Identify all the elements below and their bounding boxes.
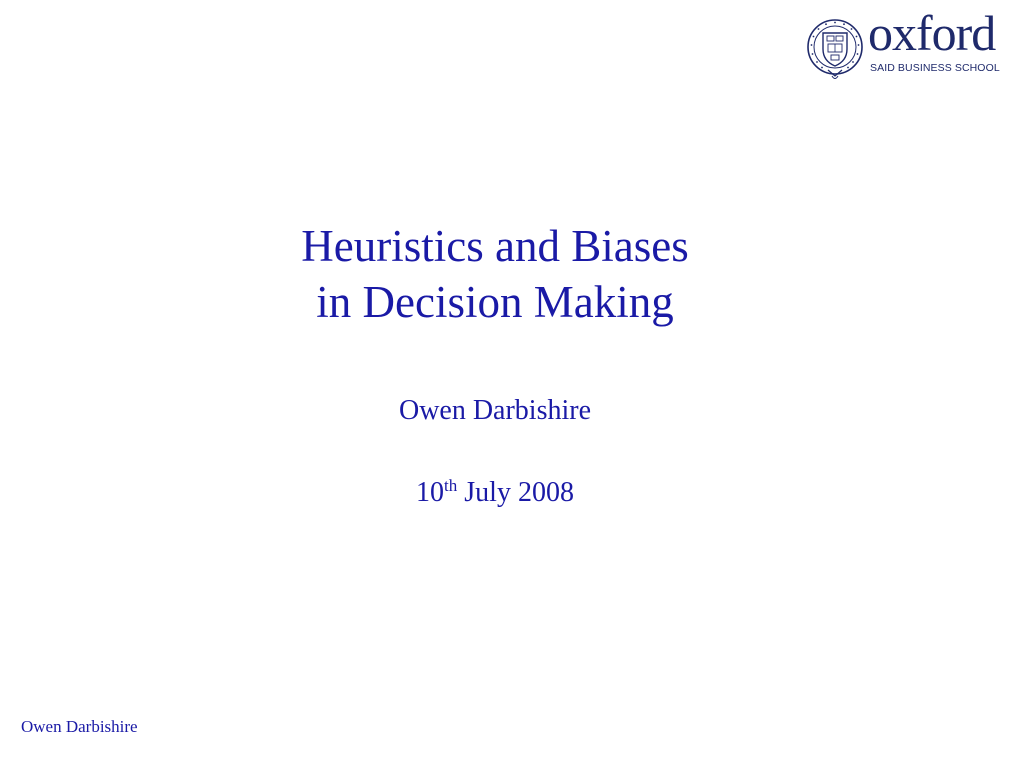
presenter-name: Owen Darbishire	[398, 395, 592, 426]
university-crest-icon	[806, 16, 864, 82]
title-line-2: in Decision Making	[316, 277, 674, 327]
title-line-1: Heuristics and Biases	[301, 221, 689, 271]
date-day: 10	[416, 477, 445, 508]
oxford-wordmark: oxford	[868, 5, 996, 61]
footer-author: Owen Darbishire	[21, 717, 138, 736]
presentation-date	[0, 476, 990, 510]
slide-title	[0, 218, 990, 330]
said-business-school-label: SAID BUSINESS SCHOOL	[870, 62, 1000, 74]
date-month-year: July 2008	[457, 477, 574, 508]
date-ordinal-suffix: th	[444, 476, 458, 495]
oxford-said-logo	[806, 5, 1012, 84]
